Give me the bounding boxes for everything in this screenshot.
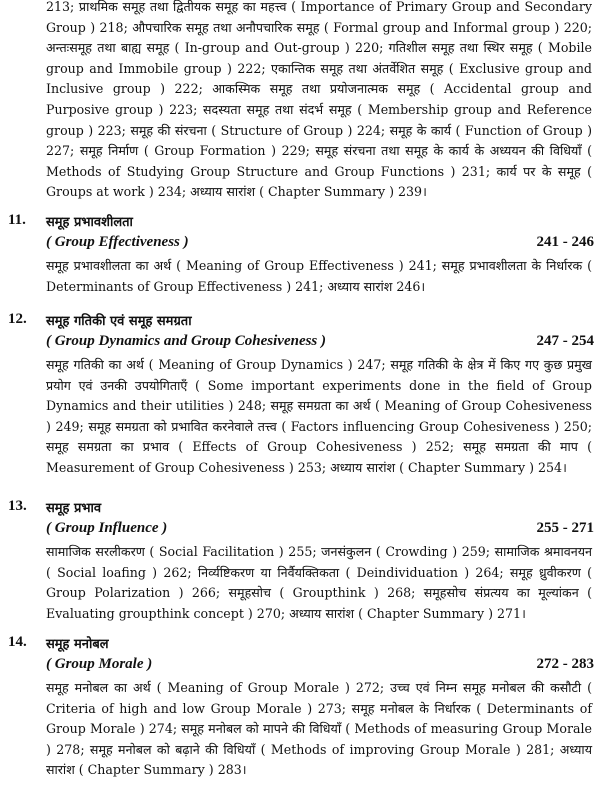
chapter-title-hindi: समूह गतिकी एवं समूह समग्रता: [46, 314, 192, 329]
chapter-number: 12.: [8, 311, 27, 327]
chapter-10-contents-continued: 213; प्राथमिक समूह तथा द्वितीयक समूह का महत्त्व ( Importance of Primary Group and Secondary Group ) 218; औपचारिक समूह तथा अनौपचारिक समूह ( Formal group and Informal group ) 220; अन्तःसमूह तथा बाह्य समूह ( In-group and Out-group ) 220; गतिशील समूह तथा स्थिर समूह ( Mobile group and Immobile group ) 222; एकान्तिक समूह तथा अंतर्वेशित समूह ( Exclusive group and Inclusive group ) 222; आकस्मिक समूह तथा प्रयोजनात्मक समूह ( Accidental group and Purposive group ) 223; सदस्यता समूह तथा संदर्भ समूह ( Membership group and Reference group ) 223; समूह की संरचना ( Structure of Group ) 224; समूह के कार्य ( Function of Group ) 227; समूह निर्माण ( Group Formation ) 229; समूह संरचना तथा समूह के कार्य के अध्ययन की विधियाँ ( Methods of Studying Group Structure and Group Functions ) 231; कार्य पर के समूह ( Groups at work ) 234; अध्याय सारांश ( Chapter Summary ) 239।: [46, 0, 592, 200]
chapter-title-hindi: समूह प्रभाव: [46, 501, 102, 516]
chapter-title-english: ( Group Effectiveness ): [46, 234, 189, 250]
chapter-page-range: 241 - 246: [536, 234, 594, 250]
chapter-contents: समूह गतिकी का अर्थ ( Meaning of Group Dynamics ) 247; समूह गतिकी के क्षेत्र में किए गए कुछ प्रमुख प्रयोग एवं उनकी उपयोगिताएँ ( Some important experiments done in the field of Group Dynamics and their utilities ) 248; समूह समग्रता का अर्थ ( Meaning of Group Cohesiveness ) 249; समूह समग्रता को प्रभावित करनेवाले तत्त्व ( Factors influencing Group Cohesiveness ) 250; समूह समग्रता का प्रभाव ( Effects of Group Cohesiveness ) 252; समूह समग्रता की माप ( Measurement of Group Cohesiveness ) 253; अध्याय सारांश ( Chapter Summary ) 254।: [46, 357, 592, 475]
chapter-number: 11.: [8, 212, 26, 228]
chapter-title-english: ( Group Influence ): [46, 520, 168, 536]
chapter-title-english: ( Group Dynamics and Group Cohesiveness ): [46, 333, 327, 349]
chapter-title-english: ( Group Morale ): [46, 656, 153, 672]
chapter-number: 13.: [8, 498, 27, 514]
chapter-contents: सामाजिक सरलीकरण ( Social Facilitation ) 255; जनसंकुलन ( Crowding ) 259; सामाजिक श्रमावनयन ( Social loafing ) 262; निर्व्यष्टिकरण या निर्वैयक्तिकता ( Deindividuation ) 264; समूह ध्रुवीकरण ( Group Polarization ) 266; समूहसोच ( Groupthink ) 268; समूहसोच संप्रत्यय का मूल्यांकन ( Evaluating groupthink concept ) 270; अध्याय सारांश ( Chapter Summary ) 271।: [46, 544, 592, 621]
chapter-title-hindi: समूह मनोबल: [46, 637, 109, 652]
chapter-number: 14.: [8, 634, 27, 650]
chapter-page-range: 247 - 254: [536, 333, 594, 349]
chapter-page-range: 255 - 271: [536, 520, 594, 536]
chapter-title-hindi: समूह प्रभावशीलता: [46, 215, 133, 230]
chapter-page-range: 272 - 283: [536, 656, 594, 672]
chapter-contents: समूह प्रभावशीलता का अर्थ ( Meaning of Group Effectiveness ) 241; समूह प्रभावशीलता के निर्धारक ( Determinants of Group Effectiveness ) 241; अध्याय सारांश 246।: [46, 258, 592, 294]
chapter-contents: समूह मनोबल का अर्थ ( Meaning of Group Morale ) 272; उच्च एवं निम्न समूह मनोबल की कसौटी ( Criteria of high and low Group Morale ) 273; समूह मनोबल के निर्धारक ( Determinants of Group Morale ) 274; समूह मनोबल को मापने की विधियाँ ( Methods of measuring Group Morale ) 278; समूह मनोबल को बढ़ाने की विधियाँ ( Methods of improving Group Morale ) 281; अध्याय सारांश ( Chapter Summary ) 283।: [46, 680, 592, 778]
